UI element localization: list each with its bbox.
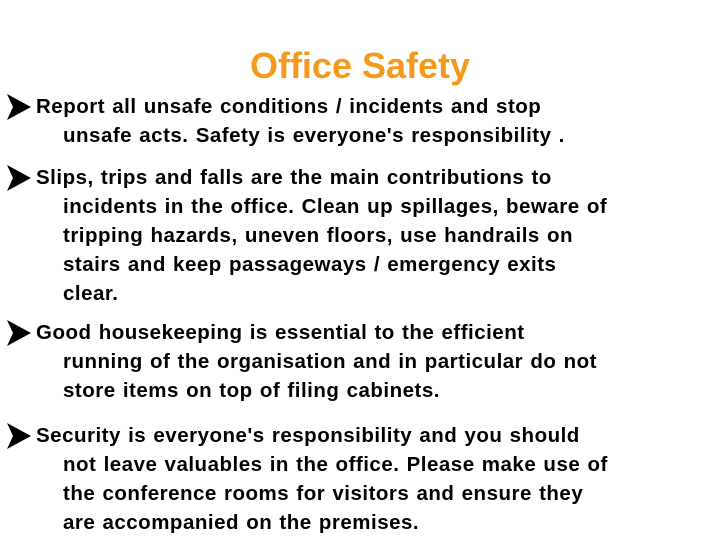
bullet-line: clear. — [63, 282, 119, 305]
bullet-line: Security is everyone's responsibility and you should — [36, 424, 580, 447]
bullet-line: are accompanied on the premises. — [63, 511, 420, 534]
bullet-text — [36, 163, 676, 308]
bullet-line: Good housekeeping is essential to the efficient — [36, 321, 525, 344]
bullet-text — [36, 92, 676, 150]
bullet-line: the conference rooms for visitors and ensure they — [63, 482, 584, 505]
bullet-line: incidents in the office. Clean up spillages, beware of — [63, 195, 608, 218]
arrow-bullet-icon — [4, 318, 34, 348]
bullet-line: Slips, trips and falls are the main contributions to — [36, 166, 552, 189]
bullet-line: store items on top of filing cabinets. — [63, 379, 440, 402]
arrow-bullet-icon — [4, 92, 34, 122]
bullet-line: Report all unsafe conditions / incidents and stop — [36, 95, 542, 118]
bullet-line: not leave valuables in the office. Please make use of — [63, 453, 608, 476]
bullet-line: tripping hazards, uneven floors, use handrails on — [63, 224, 574, 247]
bullet-line: running of the organisation and in particular do not — [63, 350, 597, 373]
bullet-line: unsafe acts. Safety is everyone's responsibility . — [63, 124, 565, 147]
bullet-text — [36, 318, 676, 405]
arrow-bullet-icon — [4, 163, 34, 193]
slide-title: Office Safety — [249, 45, 471, 86]
bullet-line: stairs and keep passageways / emergency exits — [63, 253, 557, 276]
bullet-text — [36, 421, 676, 537]
arrow-bullet-icon — [4, 421, 34, 451]
